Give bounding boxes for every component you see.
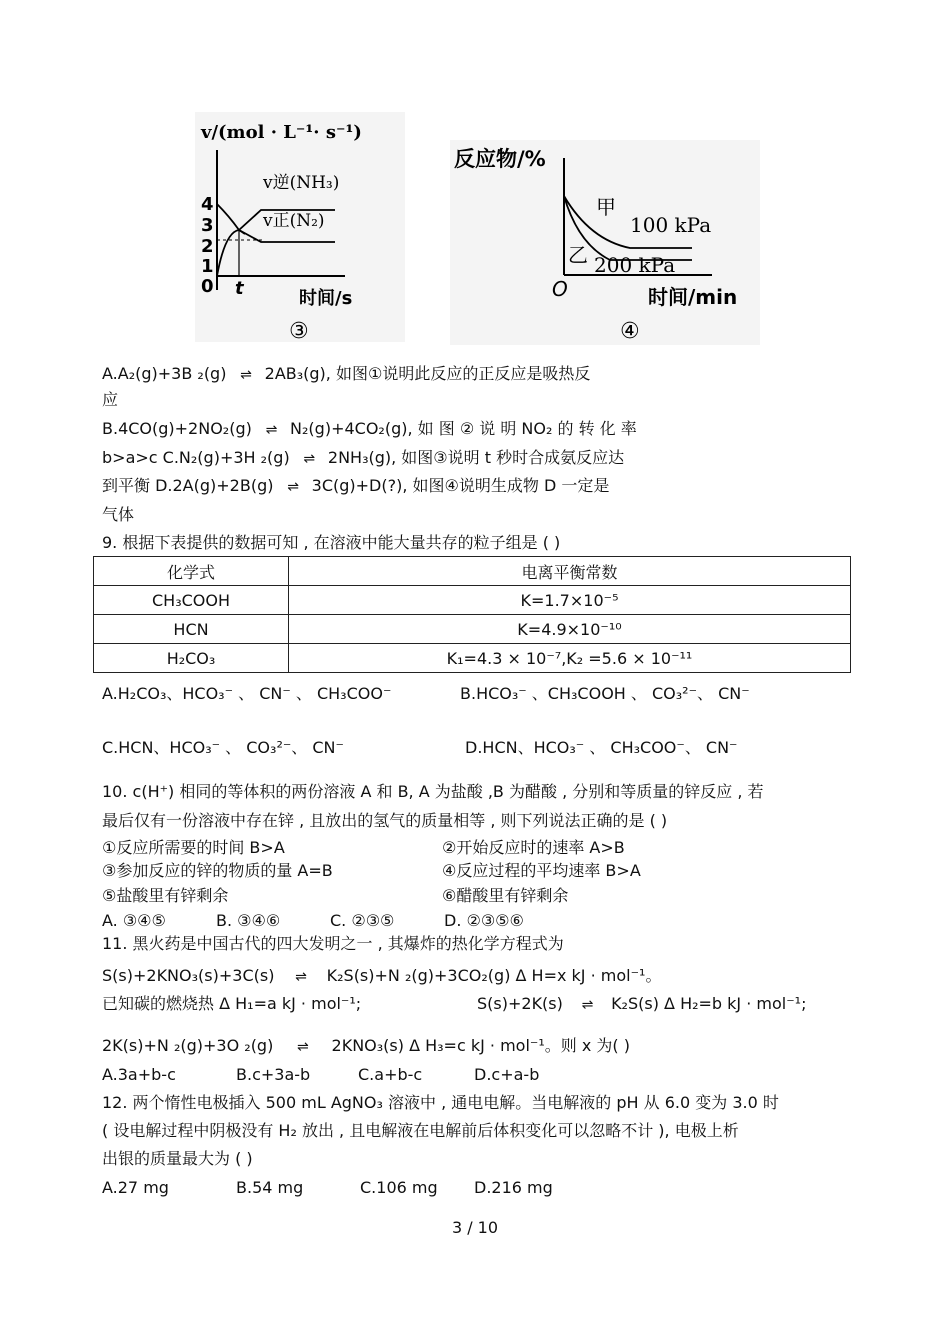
q10-statement-2: ②开始反应时的速率 A>B (442, 838, 625, 857)
fig4-number: ④ (620, 319, 640, 344)
q9-stem: 9. 根据下表提供的数据可知 , 在溶液中能大量共存的粒子组是 ( ) (102, 533, 561, 552)
q11-eq2-left: S(s)+2K(s) (477, 994, 563, 1013)
q12-option-b: B.54 mg (236, 1178, 304, 1197)
q12-line-2: ( 设电解过程中阴极没有 H₂ 放出 , 且电解液在电解前后体积变化可以忽略不计 ), 电极上析 (102, 1121, 739, 1140)
q9-option-a: A.H₂CO₃、HCO₃⁻ 、 CN⁻ 、 CH₃COO⁻ (102, 684, 392, 703)
q8-d-left: 到平衡 D.2A(g)+2B(g) (102, 476, 274, 495)
q10-option-d: D. ②③⑤⑥ (444, 911, 524, 930)
fig3-tick-0: 0 (201, 276, 214, 297)
q11-equation-2 (477, 994, 806, 1015)
ionization-table (93, 556, 851, 673)
table-cell-formula: HCN (94, 615, 289, 644)
fig4-series-b-p: 200 kPa (594, 253, 676, 277)
q8-line-b (102, 419, 637, 440)
equilibrium-arrow: ⇌ (581, 997, 593, 1013)
fig4-series-a-p: 100 kPa (630, 213, 712, 237)
q8-line-a2: 应 (102, 390, 119, 409)
q10-statement-1: ①反应所需要的时间 B>A (102, 838, 285, 857)
fig3-x-label: 时间/s (299, 288, 353, 309)
page-number: 3 / 10 (451, 1218, 499, 1237)
q11-eq3-left: 2K(s)+N ₂(g)+3O ₂(g) (102, 1036, 274, 1055)
table-cell-constant: K=4.9×10⁻¹⁰ (289, 615, 851, 644)
q11-option-d: D.c+a-b (474, 1065, 540, 1084)
table-header-constant: 电离平衡常数 (289, 557, 851, 586)
equilibrium-arrow: ⇌ (295, 969, 306, 985)
q10-statement-5: ⑤盐酸里有锌剩余 (102, 886, 229, 905)
fig3-tick-1: 1 (201, 256, 214, 277)
fig3-tick-3: 3 (201, 215, 214, 236)
equilibrium-arrow: ⇌ (297, 1039, 308, 1055)
table-row (94, 644, 851, 673)
q11-carbon-combustion: 已知碳的燃烧热 Δ H₁=a kJ · mol⁻¹; (102, 994, 362, 1013)
fig4-origin: O (552, 277, 568, 301)
q12-option-d: D.216 mg (474, 1178, 553, 1197)
fig3-rev-label: v逆(NH₃) (263, 173, 340, 193)
fig3-tick-2: 2 (201, 236, 214, 257)
q8-c-right: 2NH₃(g), 如图③说明 t 秒时合成氨反应达 (327, 448, 625, 467)
q11-option-b: B.c+3a-b (236, 1065, 311, 1084)
q8-d-right: 3C(g)+D(?), 如图④说明生成物 D 一定是 (311, 476, 610, 495)
fig4-x-label: 时间/min (648, 285, 738, 309)
q11-stem: 11. 黑火药是中国古代的四大发明之一 , 其爆炸的热化学方程式为 (102, 934, 564, 953)
q10-stem-1: 10. c(H⁺) 相同的等体积的两份溶液 A 和 B, A 为盐酸 ,B 为醋酸 , 分别和等质量的锌反应 , 若 (102, 782, 764, 801)
q8-line-c (102, 448, 624, 469)
q10-statement-4: ④反应过程的平均速率 B>A (442, 861, 641, 880)
fig3-fwd-label: v正(N₂) (263, 211, 325, 231)
q12-option-c: C.106 mg (360, 1178, 438, 1197)
q10-option-b: B. ③④⑥ (216, 911, 281, 930)
q10-stem-2: 最后仅有一份溶液中存在锌 , 且放出的氢气的质量相等 , 则下列说法正确的是 ( ) (102, 811, 668, 830)
fig3-t-label: t (235, 278, 244, 299)
q8-line-d (102, 476, 609, 497)
q11-eq1-left: S(s)+2KNO₃(s)+3C(s) (102, 966, 275, 985)
table-cell-constant: K=1.7×10⁻⁵ (289, 586, 851, 615)
table-row (94, 586, 851, 615)
q12-line-1: 12. 两个惰性电极插入 500 mL AgNO₃ 溶液中 , 通电电解。当电解液的 pH 从 6.0 变为 3.0 时 (102, 1093, 779, 1112)
q11-option-a: A.3a+b-c (102, 1065, 176, 1084)
q11-eq1-right: K₂S(s)+N ₂(g)+3CO₂(g) Δ H=x kJ · mol⁻¹。 (326, 966, 662, 985)
q11-equation-1 (102, 966, 661, 987)
q11-eq3-right: 2KNO₃(s) Δ H₃=c kJ · mol⁻¹。则 x 为( ) (331, 1036, 630, 1055)
q11-eq2-right: K₂S(s) Δ H₂=b kJ · mol⁻¹; (611, 994, 807, 1013)
q10-option-c: C. ②③⑤ (330, 911, 395, 930)
q12-option-a: A.27 mg (102, 1178, 169, 1197)
table-cell-constant: K₁=4.3 × 10⁻⁷,K₂ =5.6 × 10⁻¹¹ (289, 644, 851, 673)
equilibrium-arrow: ⇌ (265, 422, 277, 438)
q9-option-b: B.HCO₃⁻ 、CH₃COOH 、 CO₃²⁻、 CN⁻ (460, 684, 750, 703)
figure-3 (195, 112, 405, 342)
q8-a-left: A.A₂(g)+3B ₂(g) (102, 364, 227, 383)
fig4-series-a: 甲 (596, 195, 616, 219)
table-header-row (94, 557, 851, 586)
q11-equation-3 (102, 1036, 630, 1057)
fig3-tick-4: 4 (201, 194, 214, 215)
q8-line-d2: 气体 (102, 505, 135, 524)
table-cell-formula: H₂CO₃ (94, 644, 289, 673)
q11-option-c: C.a+b-c (358, 1065, 423, 1084)
equilibrium-arrow: ⇌ (240, 367, 251, 383)
q8-a-right: 2AB₃(g), 如图①说明此反应的正反应是吸热反 (264, 364, 591, 383)
q9-option-d: D.HCN、HCO₃⁻ 、 CH₃COO⁻、 CN⁻ (465, 738, 738, 757)
q8-c-left: b>a>c C.N₂(g)+3H ₂(g) (102, 448, 290, 467)
q8-b-right: N₂(g)+4CO₂(g), 如 图 ② 说 明 NO₂ 的 转 化 率 (290, 419, 637, 438)
table-header-formula: 化学式 (94, 557, 289, 586)
fig3-y-label: v/(mol · L⁻¹· s⁻¹) (201, 122, 362, 143)
table-cell-formula: CH₃COOH (94, 586, 289, 615)
equilibrium-arrow: ⇌ (287, 479, 298, 495)
fig4-y-label: 反应物/% (454, 147, 546, 171)
fig4-series-b: 乙 (568, 243, 588, 267)
q8-b-left: B.4CO(g)+2NO₂(g) (102, 419, 252, 438)
q9-option-c: C.HCN、HCO₃⁻ 、 CO₃²⁻、 CN⁻ (102, 738, 344, 757)
table-row (94, 615, 851, 644)
q12-line-3: 出银的质量最大为 ( ) (102, 1149, 253, 1168)
q10-option-a: A. ③④⑤ (102, 911, 166, 930)
fig3-number: ③ (289, 319, 309, 342)
q8-line-a (102, 364, 590, 385)
equilibrium-arrow: ⇌ (303, 451, 315, 467)
figure-4 (450, 140, 760, 345)
q10-statement-6: ⑥醋酸里有锌剩余 (442, 886, 569, 905)
q10-statement-3: ③参加反应的锌的物质的量 A=B (102, 861, 333, 880)
